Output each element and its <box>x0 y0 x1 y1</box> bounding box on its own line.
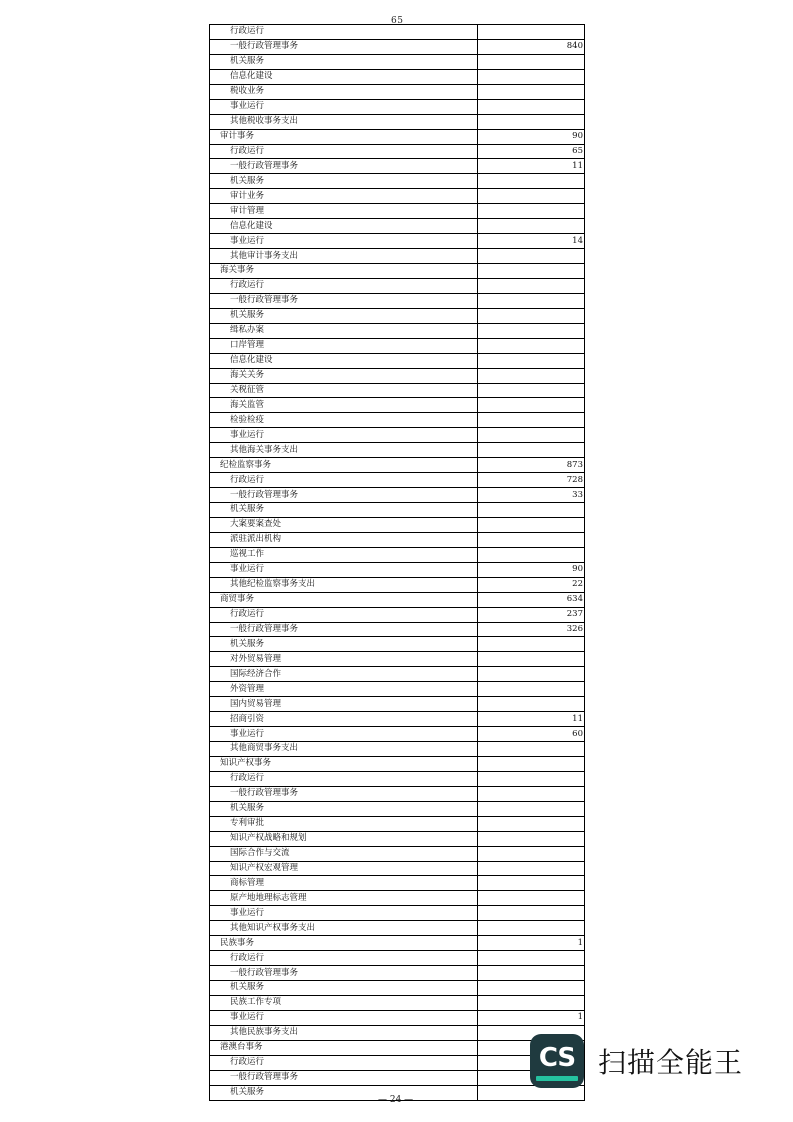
item-label: 行政运行 <box>210 607 478 622</box>
table-row <box>210 756 585 771</box>
item-label: 机关服务 <box>210 801 478 816</box>
amount-cell: 326 <box>478 622 585 637</box>
table-row <box>210 981 585 996</box>
table-row <box>210 219 585 234</box>
item-label: 信息化建设 <box>210 69 478 84</box>
amount-cell <box>478 697 585 712</box>
amount-cell <box>478 921 585 936</box>
item-label: 一般行政管理事务 <box>210 39 478 54</box>
table-row <box>210 1070 585 1085</box>
amount-cell <box>478 891 585 906</box>
item-label: 行政运行 <box>210 771 478 786</box>
table-row <box>210 995 585 1010</box>
amount-cell <box>478 742 585 757</box>
amount-cell: 728 <box>478 473 585 488</box>
item-label: 大案要案查处 <box>210 517 478 532</box>
category-label: 纪检监察事务 <box>210 458 478 473</box>
table-row <box>210 592 585 607</box>
amount-cell <box>478 966 585 981</box>
table-row <box>210 607 585 622</box>
item-label: 商标管理 <box>210 876 478 891</box>
category-label: 审计事务 <box>210 129 478 144</box>
table-row <box>210 517 585 532</box>
budget-table-body <box>210 25 585 1101</box>
table-row <box>210 891 585 906</box>
item-label: 一般行政管理事务 <box>210 1070 478 1085</box>
item-label: 机关服务 <box>210 981 478 996</box>
amount-cell <box>478 278 585 293</box>
table-row <box>210 622 585 637</box>
item-label: 巡视工作 <box>210 547 478 562</box>
item-label: 对外贸易管理 <box>210 652 478 667</box>
item-label: 其他商贸事务支出 <box>210 742 478 757</box>
item-label: 事业运行 <box>210 1010 478 1025</box>
table-row <box>210 562 585 577</box>
item-label: 税收业务 <box>210 84 478 99</box>
amount-cell <box>478 667 585 682</box>
amount-cell <box>478 204 585 219</box>
table-row <box>210 906 585 921</box>
item-label: 一般行政管理事务 <box>210 159 478 174</box>
table-row <box>210 189 585 204</box>
table-row <box>210 547 585 562</box>
table-row <box>210 54 585 69</box>
table-row <box>210 174 585 189</box>
table-row <box>210 1010 585 1025</box>
amount-cell <box>478 308 585 323</box>
table-row <box>210 816 585 831</box>
table-row <box>210 129 585 144</box>
camscanner-app-name: 扫描全能王 <box>598 1046 744 1079</box>
table-row <box>210 114 585 129</box>
amount-cell <box>478 338 585 353</box>
item-label: 一般行政管理事务 <box>210 622 478 637</box>
amount-cell <box>478 443 585 458</box>
table-row <box>210 473 585 488</box>
table-row <box>210 25 585 40</box>
page-number: — 24 — <box>378 1095 414 1105</box>
table-row <box>210 144 585 159</box>
table-row <box>210 1055 585 1070</box>
amount-cell <box>478 293 585 308</box>
amount-cell <box>478 249 585 264</box>
amount-cell: 840 <box>478 39 585 54</box>
page-header-mark: 65 <box>391 16 404 26</box>
table-row <box>210 383 585 398</box>
item-label: 海关关务 <box>210 368 478 383</box>
table-row <box>210 727 585 742</box>
item-label: 审计管理 <box>210 204 478 219</box>
table-row <box>210 532 585 547</box>
item-label: 国际合作与交流 <box>210 846 478 861</box>
item-label: 关税征管 <box>210 383 478 398</box>
amount-cell <box>478 54 585 69</box>
amount-cell <box>478 368 585 383</box>
table-row <box>210 697 585 712</box>
amount-cell <box>478 323 585 338</box>
budget-table <box>209 24 585 1101</box>
item-label: 其他知识产权事务支出 <box>210 921 478 936</box>
amount-cell <box>478 652 585 667</box>
table-row <box>210 876 585 891</box>
item-label: 机关服务 <box>210 174 478 189</box>
table-row <box>210 966 585 981</box>
item-label: 海关监管 <box>210 398 478 413</box>
amount-cell: 11 <box>478 159 585 174</box>
table-row <box>210 1040 585 1055</box>
item-label: 其他海关事务支出 <box>210 443 478 458</box>
amount-cell <box>478 428 585 443</box>
table-row <box>210 831 585 846</box>
table-row <box>210 323 585 338</box>
item-label: 其他民族事务支出 <box>210 1025 478 1040</box>
item-label: 行政运行 <box>210 25 478 40</box>
amount-cell <box>478 219 585 234</box>
amount-cell <box>478 846 585 861</box>
category-label: 海关事务 <box>210 264 478 279</box>
table-row <box>210 204 585 219</box>
item-label: 行政运行 <box>210 278 478 293</box>
amount-cell <box>478 786 585 801</box>
table-row <box>210 159 585 174</box>
amount-cell <box>478 413 585 428</box>
table-row <box>210 308 585 323</box>
table-row <box>210 278 585 293</box>
item-label: 机关服务 <box>210 1085 478 1100</box>
table-row <box>210 338 585 353</box>
category-label: 港澳台事务 <box>210 1040 478 1055</box>
item-label: 行政运行 <box>210 144 478 159</box>
category-label: 商贸事务 <box>210 592 478 607</box>
item-label: 一般行政管理事务 <box>210 966 478 981</box>
table-row <box>210 667 585 682</box>
amount-cell: 1 <box>478 1010 585 1025</box>
item-label: 信息化建设 <box>210 353 478 368</box>
item-label: 行政运行 <box>210 473 478 488</box>
amount-cell <box>478 99 585 114</box>
table-row <box>210 503 585 518</box>
item-label: 招商引资 <box>210 712 478 727</box>
table-row <box>210 353 585 368</box>
camscanner-logo-bar <box>536 1076 578 1081</box>
table-row <box>210 39 585 54</box>
table-row <box>210 398 585 413</box>
item-label: 机关服务 <box>210 503 478 518</box>
table-row <box>210 577 585 592</box>
item-label: 事业运行 <box>210 234 478 249</box>
table-row <box>210 1025 585 1040</box>
table-row <box>210 413 585 428</box>
table-row <box>210 771 585 786</box>
amount-cell <box>478 547 585 562</box>
amount-cell: 33 <box>478 488 585 503</box>
amount-cell <box>478 995 585 1010</box>
item-label: 审计业务 <box>210 189 478 204</box>
amount-cell <box>478 981 585 996</box>
item-label: 外资管理 <box>210 682 478 697</box>
item-label: 一般行政管理事务 <box>210 293 478 308</box>
amount-cell: 14 <box>478 234 585 249</box>
item-label: 行政运行 <box>210 951 478 966</box>
table-row <box>210 488 585 503</box>
table-row <box>210 951 585 966</box>
table-row <box>210 801 585 816</box>
amount-cell: 60 <box>478 727 585 742</box>
amount-cell <box>478 816 585 831</box>
item-label: 国际经济合作 <box>210 667 478 682</box>
table-row <box>210 293 585 308</box>
item-label: 机关服务 <box>210 637 478 652</box>
amount-cell <box>478 951 585 966</box>
table-row <box>210 921 585 936</box>
camscanner-logo-icon <box>530 1034 584 1088</box>
amount-cell <box>478 353 585 368</box>
item-label: 民族工作专项 <box>210 995 478 1010</box>
table-row <box>210 682 585 697</box>
table-row <box>210 99 585 114</box>
amount-cell <box>478 831 585 846</box>
amount-cell <box>478 84 585 99</box>
item-label: 事业运行 <box>210 562 478 577</box>
item-label: 行政运行 <box>210 1055 478 1070</box>
item-label: 一般行政管理事务 <box>210 488 478 503</box>
table-row <box>210 249 585 264</box>
amount-cell <box>478 532 585 547</box>
amount-cell <box>478 771 585 786</box>
table-row <box>210 443 585 458</box>
item-label: 事业运行 <box>210 727 478 742</box>
item-label: 机关服务 <box>210 308 478 323</box>
amount-cell: 634 <box>478 592 585 607</box>
item-label: 国内贸易管理 <box>210 697 478 712</box>
item-label: 专利审批 <box>210 816 478 831</box>
amount-cell: 237 <box>478 607 585 622</box>
item-label: 原产地地理标志管理 <box>210 891 478 906</box>
item-label: 其他审计事务支出 <box>210 249 478 264</box>
item-label: 其他纪检监察事务支出 <box>210 577 478 592</box>
table-row <box>210 652 585 667</box>
item-label: 口岸管理 <box>210 338 478 353</box>
amount-cell: 22 <box>478 577 585 592</box>
amount-cell: 11 <box>478 712 585 727</box>
amount-cell: 90 <box>478 129 585 144</box>
item-label: 一般行政管理事务 <box>210 786 478 801</box>
table-row <box>210 712 585 727</box>
amount-cell <box>478 876 585 891</box>
table-row <box>210 264 585 279</box>
item-label: 事业运行 <box>210 906 478 921</box>
table-row <box>210 428 585 443</box>
amount-cell: 873 <box>478 458 585 473</box>
amount-cell <box>478 906 585 921</box>
table-row <box>210 742 585 757</box>
item-label: 事业运行 <box>210 99 478 114</box>
amount-cell <box>478 69 585 84</box>
table-row <box>210 637 585 652</box>
table-row <box>210 936 585 951</box>
table-row <box>210 84 585 99</box>
table-row <box>210 69 585 84</box>
amount-cell <box>478 637 585 652</box>
table-row <box>210 458 585 473</box>
table-row <box>210 861 585 876</box>
amount-cell: 65 <box>478 144 585 159</box>
table-row <box>210 846 585 861</box>
item-label: 机关服务 <box>210 54 478 69</box>
amount-cell <box>478 114 585 129</box>
item-label: 派驻派出机构 <box>210 532 478 547</box>
amount-cell <box>478 174 585 189</box>
item-label: 信息化建设 <box>210 219 478 234</box>
amount-cell: 90 <box>478 562 585 577</box>
category-label: 知识产权事务 <box>210 756 478 771</box>
amount-cell <box>478 398 585 413</box>
item-label: 知识产权宏观管理 <box>210 861 478 876</box>
amount-cell <box>478 517 585 532</box>
table-row <box>210 786 585 801</box>
amount-cell <box>478 25 585 40</box>
category-label: 民族事务 <box>210 936 478 951</box>
table-row <box>210 234 585 249</box>
item-label: 事业运行 <box>210 428 478 443</box>
item-label: 缉私办案 <box>210 323 478 338</box>
item-label: 知识产权战略和规划 <box>210 831 478 846</box>
camscanner-logo-text: CS <box>538 1043 576 1073</box>
item-label: 其他税收事务支出 <box>210 114 478 129</box>
amount-cell: 1 <box>478 936 585 951</box>
item-label: 检验检疫 <box>210 413 478 428</box>
amount-cell <box>478 503 585 518</box>
amount-cell <box>478 264 585 279</box>
amount-cell <box>478 383 585 398</box>
amount-cell <box>478 756 585 771</box>
camscanner-watermark <box>530 1033 770 1089</box>
amount-cell <box>478 189 585 204</box>
amount-cell <box>478 682 585 697</box>
amount-cell <box>478 861 585 876</box>
amount-cell <box>478 801 585 816</box>
table-row <box>210 368 585 383</box>
